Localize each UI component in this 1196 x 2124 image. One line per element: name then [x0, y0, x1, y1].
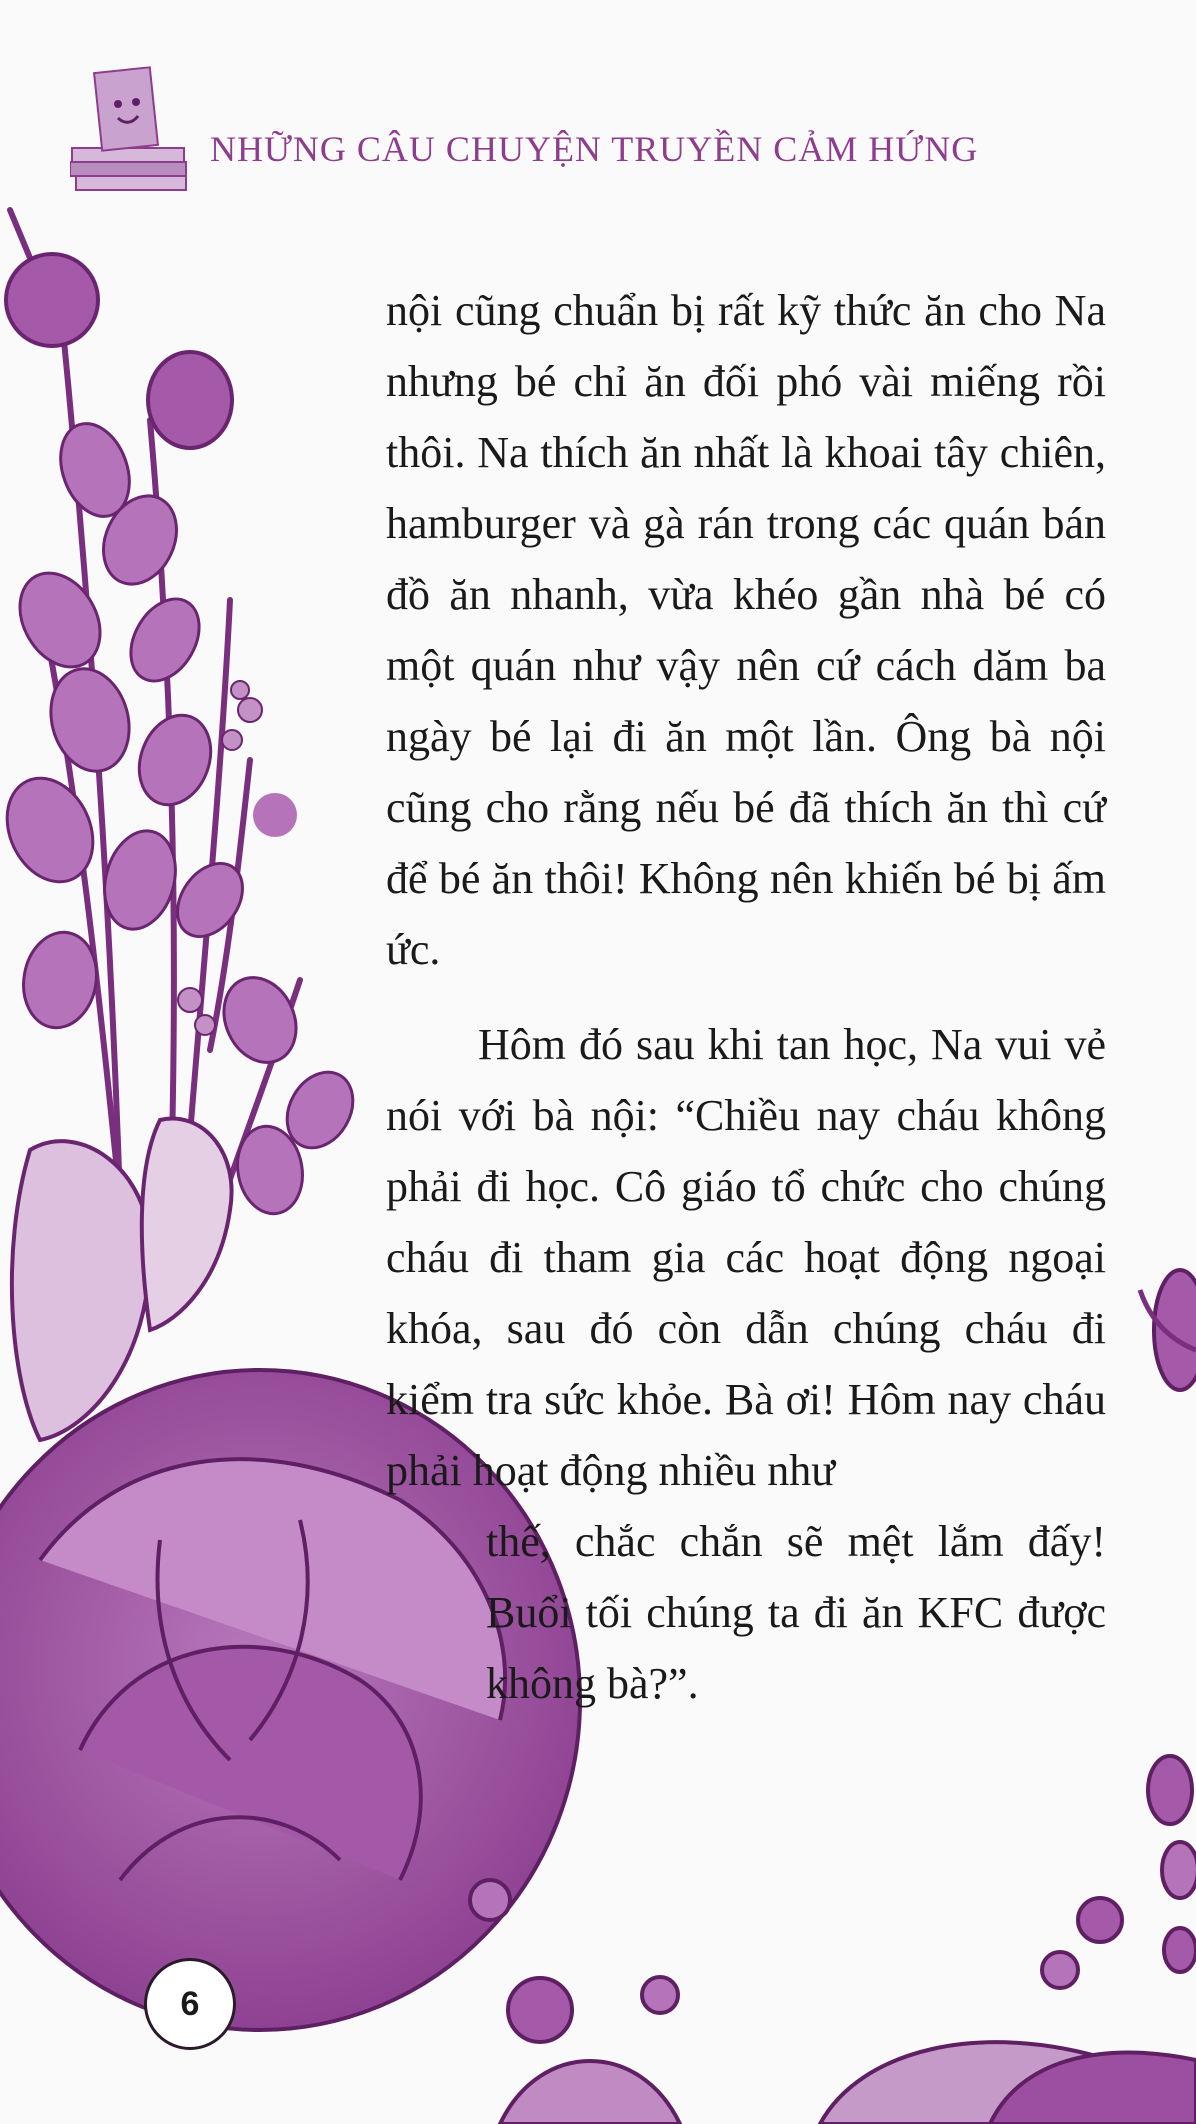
running-header-title: NHỮNG CÂU CHUYỆN TRUYỀN CẢM HỨNG	[210, 129, 979, 169]
paragraph-2-tail: thế, chắc chắn sẽ mệt lắm đấy! Buổi tối chúng ta đi ăn KFC được không bà?”.	[486, 1517, 1106, 1708]
page-number: 6	[144, 1958, 236, 2050]
paragraph-2: Hôm đó sau khi tan học, Na vui vẻ nói với bà nội: “Chiều nay cháu không phải đi học. Cô giáo tổ chức cho chúng cháu đi tham gia các hoạt động ngoại khóa, sau đó còn dẫn chúng cháu đi kiểm tra sức khỏe. Bà ơi! Hôm nay cháu phải hoạt động nhiều như	[386, 1020, 1106, 1495]
body-text	[386, 275, 1106, 1719]
page-header	[60, 60, 979, 210]
paragraph-1: nội cũng chuẩn bị rất kỹ thức ăn cho Na nhưng bé chỉ ăn đối phó vài miếng rồi thôi. Na thích ăn nhất là khoai tây chiên, hamburger và gà rán trong các quán bán đồ ăn nhanh, vừa khéo gần nhà bé có một quán như vậy nên cứ cách dăm ba ngày bé lại đi ăn một lần. Ông bà nội cũng cho rằng nếu bé đã thích ăn thì cứ để bé ăn thôi! Không nên khiến bé bị ấm ức.	[386, 286, 1106, 974]
book-stack-icon	[70, 60, 190, 200]
